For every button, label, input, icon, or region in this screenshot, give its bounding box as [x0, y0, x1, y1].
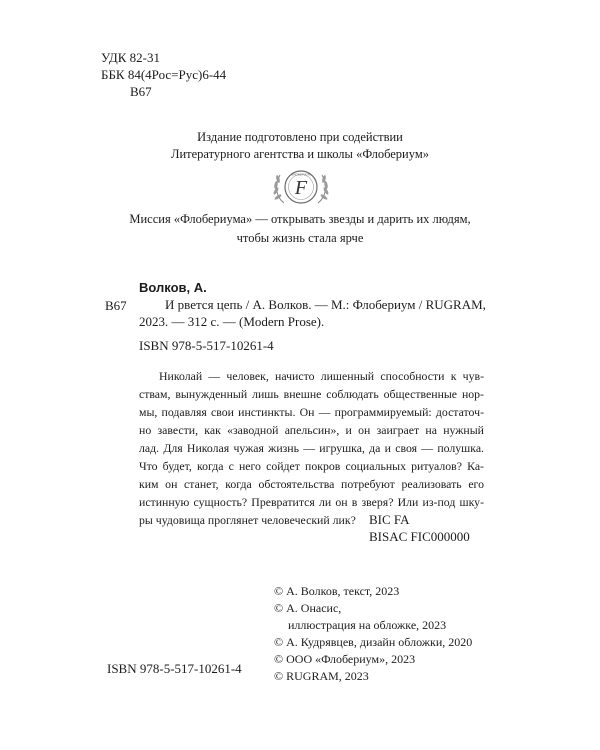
flaberium-logo	[268, 163, 334, 211]
udk-code: УДК 82-31	[101, 50, 161, 65]
sponsor-line-1: Издание подготовлено при содействии	[197, 130, 403, 144]
bisac-code: BISAC FIC000000	[369, 529, 470, 544]
annotation-line: ким он станет, когда обстоятельства потребуют реализовать его	[139, 477, 484, 491]
copyright-illustrator: © А. Онасис,	[274, 601, 342, 615]
copyright-block	[274, 583, 472, 685]
mission-statement	[0, 210, 600, 248]
copyright-text: © А. Волков, текст, 2023	[274, 584, 400, 598]
annotation-line: ры чудовища проглянет человеческий лик?	[139, 513, 356, 527]
title-line: И рвется цепь / А. Волков. — М.: Флобериум / RUGRAM,	[165, 297, 486, 312]
author-heading: Волков, А.	[139, 280, 207, 295]
bic-code: BIC FA	[369, 512, 410, 527]
mission-line-1: Миссия «Флобериума» — открывать звезды и дарить их людям,	[129, 212, 471, 226]
annotation-line: мы, подавляя свои инстинкты. Он — программируемый: достаточ-	[139, 405, 484, 419]
annotation-line: истинную сущность? Превратится ли он в зверя? Или из-под шку-	[139, 495, 484, 509]
logo-ring-text: ФЛОБЕРИУМ	[291, 172, 311, 177]
annotation	[139, 367, 484, 529]
sponsor-line-2: Литературного агентства и школы «Флобериум»	[170, 147, 429, 161]
sponsor-note	[0, 129, 600, 163]
imprint-line: 2023. — 312 с. — (Modern Prose).	[139, 314, 325, 329]
author-mark-left: В67	[105, 298, 127, 313]
copyright-cover-design: © А. Кудрявцев, дизайн обложки, 2020	[274, 635, 473, 649]
author-mark: В67	[130, 84, 152, 99]
bibliographic-record	[139, 296, 486, 330]
isbn: ISBN 978-5-517-10261-4	[139, 338, 274, 353]
copyright-publisher: © ООО «Флобериум», 2023	[274, 652, 416, 666]
mission-line-2: чтобы жизнь стала ярче	[236, 231, 364, 245]
copyright-illustrator-role: иллюстрация на обложке, 2023	[288, 618, 447, 632]
annotation-line: ствам, вынужденный лишь внешне соблюдать общественные нор-	[139, 387, 484, 401]
subject-codes	[369, 511, 470, 545]
annotation-line: Что будет, когда с него сойдет покров социальных ритуалов? Ка-	[139, 459, 484, 473]
logo-letter: F	[294, 177, 308, 199]
bbk-code: ББК 84(4Рос=Рус)6-44	[101, 67, 227, 82]
annotation-line: Николай — человек, начисто лишенный способности к чув-	[159, 369, 484, 383]
copyright-rugram: © RUGRAM, 2023	[274, 669, 369, 683]
flaberium-laurel-icon	[268, 163, 334, 211]
footer-isbn: ISBN 978-5-517-10261-4	[107, 661, 242, 676]
annotation-line: но завести, как «заводной апельсин», и он заиграет на нужный	[139, 423, 484, 437]
classification-block	[101, 49, 226, 100]
annotation-line: лад. Для Николая чужая жизнь — игрушка, да и своя — полушка.	[139, 441, 484, 455]
